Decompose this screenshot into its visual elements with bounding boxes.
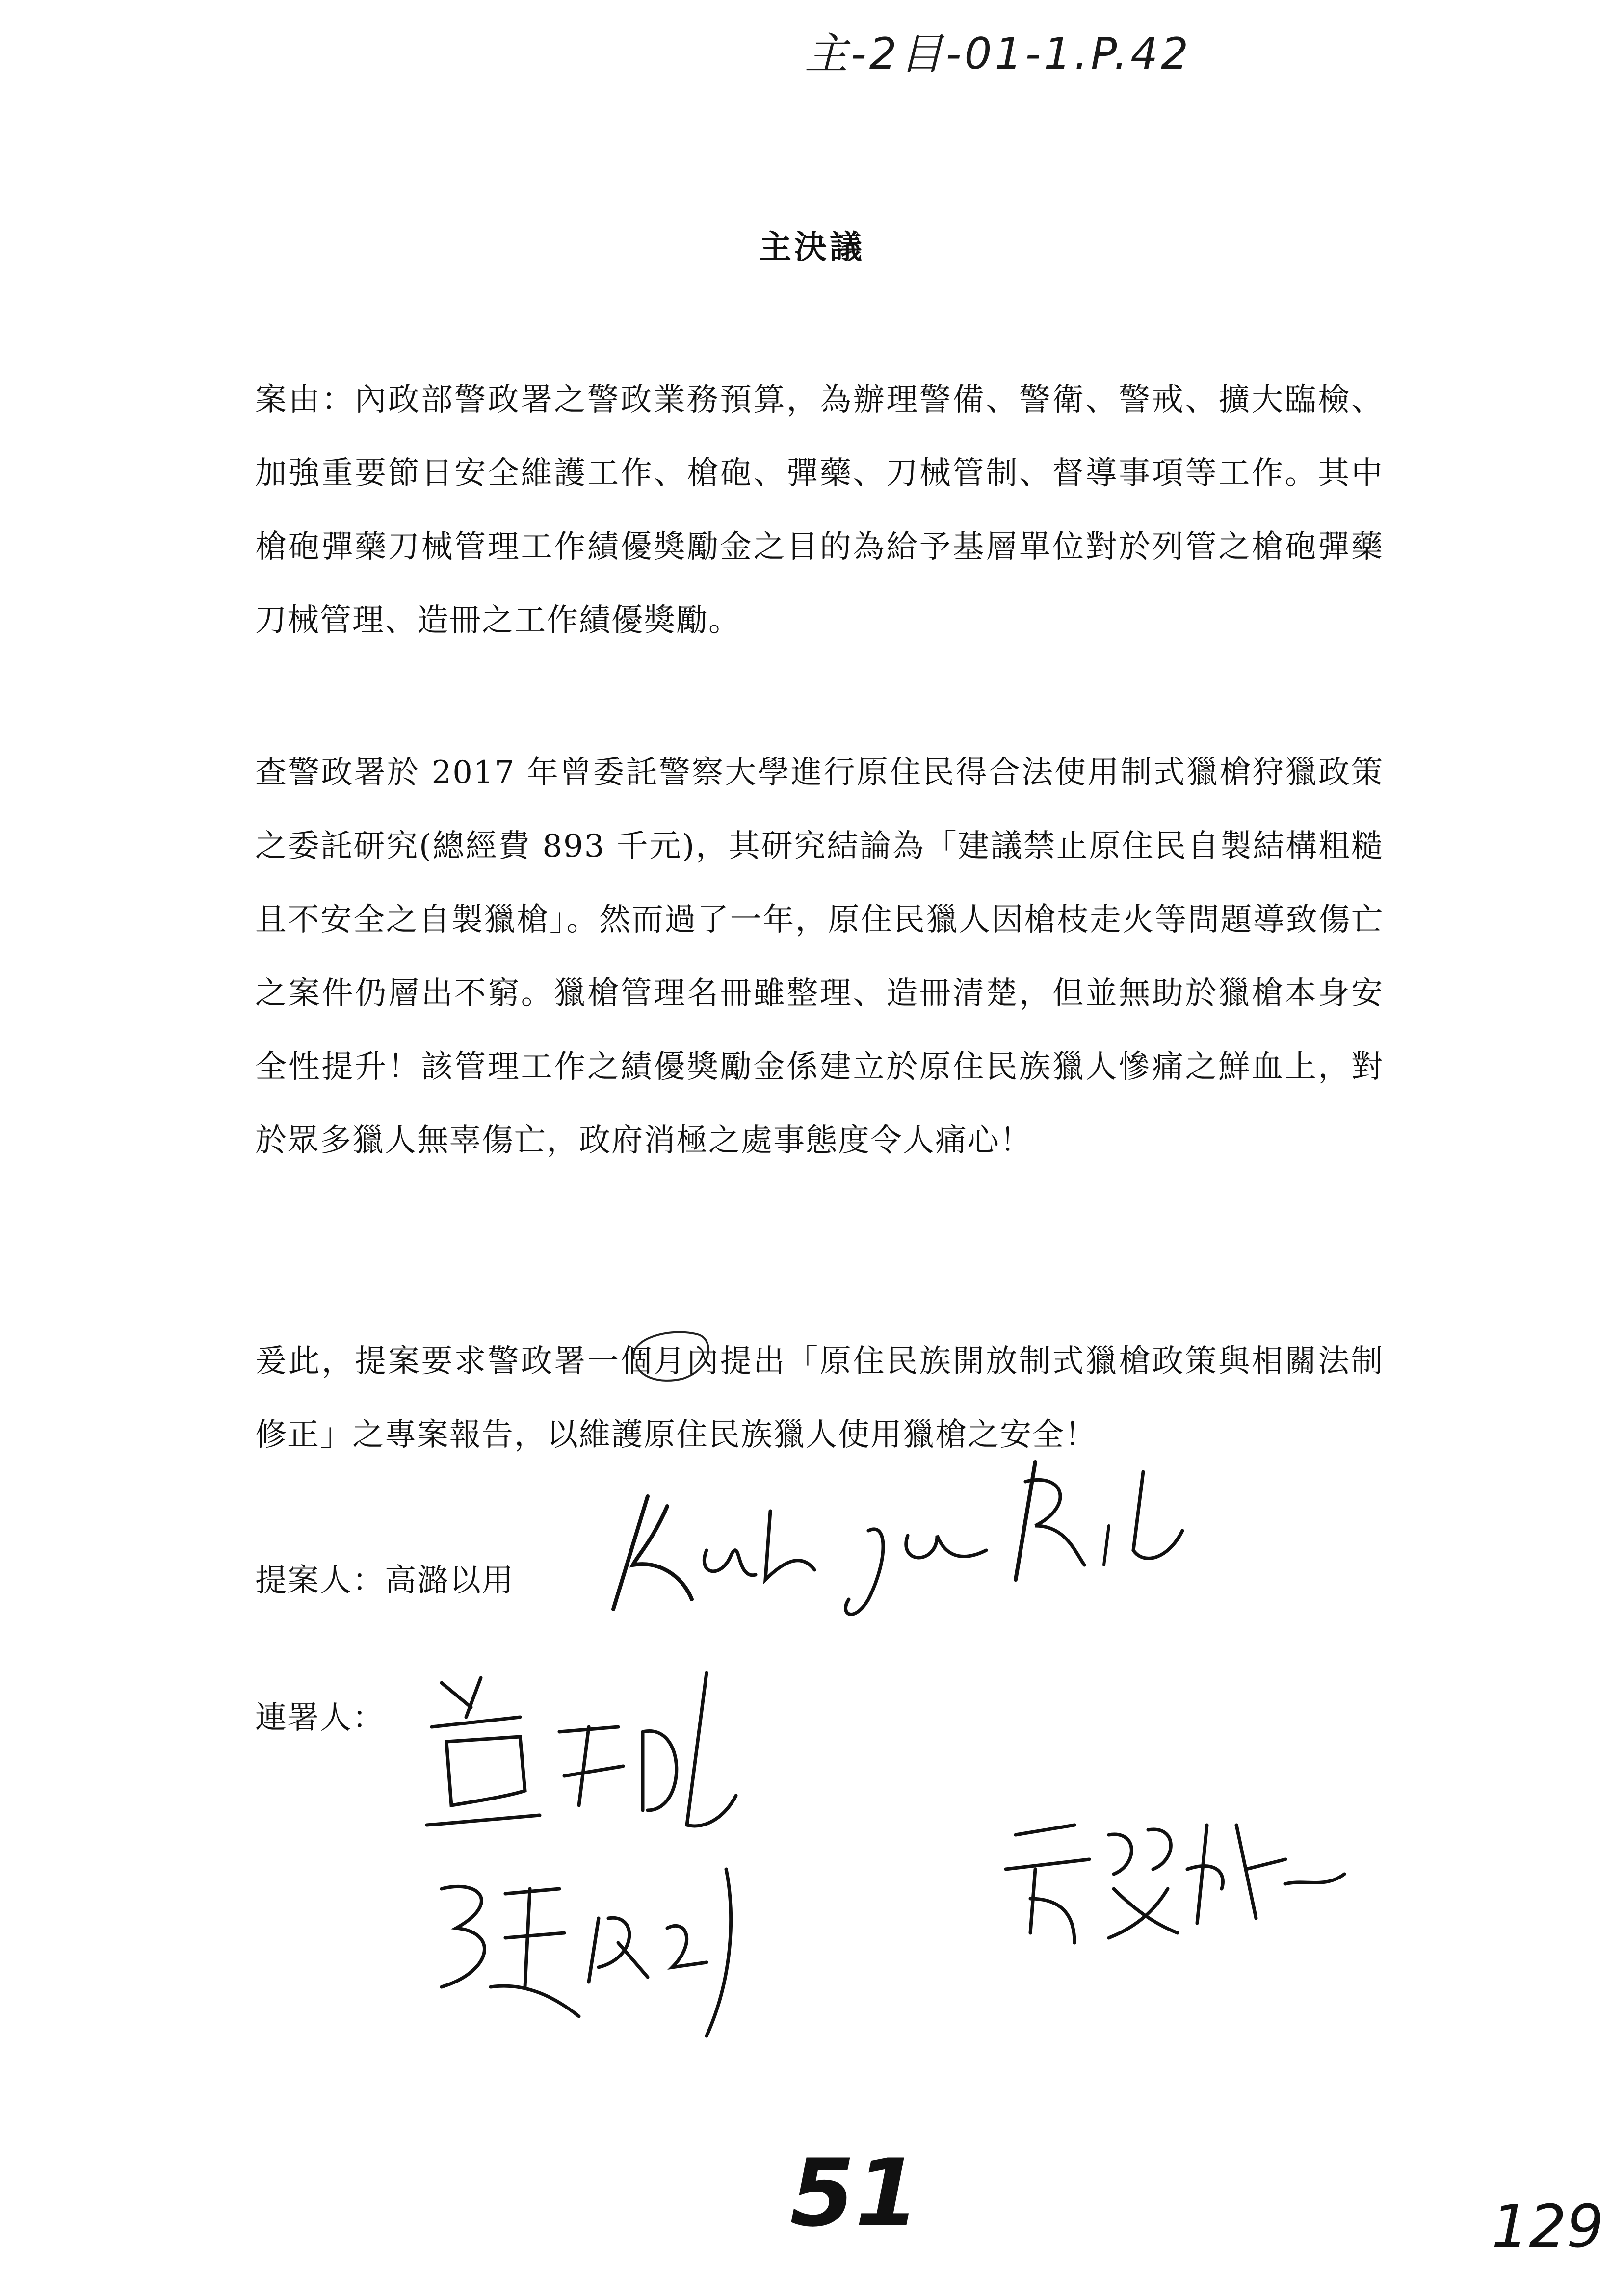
request-paragraph: 爰此，提案要求警政署一個月內提出「原住民族開放制式獵槍政策與相關法制修正」之專案報告，以維護原住民族獵人使用獵槍之安全！ xyxy=(255,1343,1384,1453)
finding-paragraph: 查警政署於 2017 年曾委託警察大學進行原住民得合法使用制式獵槍狩獵政策之委託研究(總經費 893 千元)，其研究結論為「建議禁止原住民自製結構粗糙且不安全之自製獵槍」。然而過了一年，原住民獵人因槍枝走火等問題導致傷亡之案件仍層出不窮。獵槍管理名冊雖整理、造冊清楚，但並無助於獵槍本身安全性提升！該管理工作之績優獎勵金係建立於原住民族獵人慘痛之鮮血上，對於眾多獵人無辜傷亡，政府消極之處事態度令人痛心！ xyxy=(255,755,1384,1159)
cosigner-label: 連署人： xyxy=(255,1700,385,1736)
proposer-signature xyxy=(594,1452,1231,1629)
cosigner-signature-3 xyxy=(991,1805,1364,1962)
cosigner-signature-2 xyxy=(412,1859,765,2056)
handwritten-circle-mark xyxy=(624,1325,717,1383)
reason-paragraph: 案由：內政部警政署之警政業務預算，為辦理警備、警衛、警戒、擴大臨檢、加強重要節日安全維護工作、槍砲、彈藥、刀械管制、督導事項等工作。其中槍砲彈藥刀械管理工作績優獎勵金之目的為給予基層單位對於列管之槍砲彈藥刀械管理、造冊之工作績優獎勵。 xyxy=(255,382,1384,639)
handwritten-sheet-number: 129 xyxy=(1492,2193,1604,2261)
proposer-label: 提案人：高潞以用 xyxy=(255,1563,514,1599)
handwritten-page-number: 51 xyxy=(790,2139,920,2247)
handwritten-reference-note: 主-2目-01-1.P.42 xyxy=(805,28,1192,79)
cosigner-signature-1 xyxy=(412,1663,765,1850)
document-title: 主決議 xyxy=(759,228,865,266)
